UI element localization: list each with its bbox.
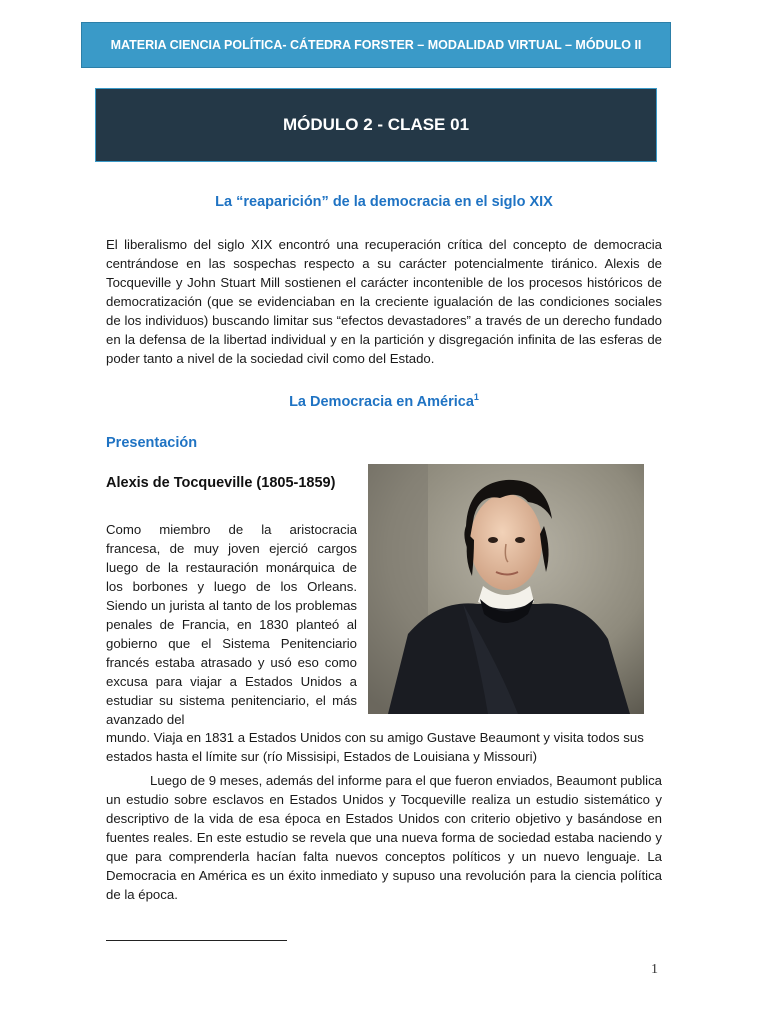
course-banner	[81, 22, 671, 68]
bio-paragraph: Como miembro de la aristocracia francesa, de muy joven ejerció cargos luego de la restauración monárquica de los borbones y luego de los Orleans. Siendo un jurista al tanto de los problemas penales de Francia, en 1830 planteó al gobierno que el Sistema Penitenciario francés estaba atrasado y usó eso como excusa para viajar a Estados Unidos a estudiar su sistema penitenciario, el más avanzado del	[106, 522, 357, 727]
section-title-reaparicion: La “reaparición” de la democracia en el siglo XIX	[215, 194, 553, 210]
presentation-heading: Presentación	[106, 435, 198, 451]
module-title-box	[95, 88, 657, 162]
section-title-text: La Democracia en América	[289, 393, 474, 410]
bio-continued: mundo. Viaja en 1831 a Estados Unidos con su amigo Gustave Beaumont y visita todos sus estados hasta el límite sur (río Missisipi, Estados de Louisiana y Missouri)	[106, 730, 644, 764]
footnote-separator	[106, 940, 287, 941]
results-paragraph: Luego de 9 meses, además del informe para el que fueron enviados, Beaumont publica un estudio sobre esclavos en Estados Unidos y Tocqueville realiza un estudio sistemático y descriptivo de la vida de esa época en Estados Unidos con criterio objetivo y basándose en fuentes reales. En este estudio se revela que una nueva forma de sociedad estaba naciendo y que para comprenderla hacían falta nuevos conceptos políticos y un nuevo lenguaje. La Democracia en América es un éxito inmediato y supuso una revolución para la ciencia política de la época.	[106, 773, 662, 902]
tocqueville-portrait	[368, 464, 644, 714]
author-heading: Alexis de Tocqueville (1805-1859)	[106, 475, 336, 491]
intro-paragraph: El liberalismo del siglo XIX encontró una recuperación crítica del concepto de democracia centrándose en las sospechas respecto a su carácter potencialmente tiránico. Alexis de Tocqueville y John Stuart Mill sostienen el carácter incontenible de los procesos históricos de democratización (que se evidenciaban en la creciente igualación de las condiciones sociales de los individuos) buscando limitar sus “efectos devastadores” a través de un derecho fundado en la defensa de la libertad individual y en la partición y disgregación infinita de las esferas de poder tanto a nivel de la sociedad civil como del Estado.	[106, 237, 662, 366]
page-number: 1	[651, 962, 658, 977]
module-title: MÓDULO 2 - CLASE 01	[282, 115, 470, 134]
course-banner-text: MATERIA CIENCIA POLÍTICA- CÁTEDRA FORSTER – MODALIDAD VIRTUAL – MÓDULO II	[110, 38, 642, 52]
section-title-democracia-america	[106, 392, 662, 410]
footnote-marker[interactable]: 1	[473, 392, 479, 402]
